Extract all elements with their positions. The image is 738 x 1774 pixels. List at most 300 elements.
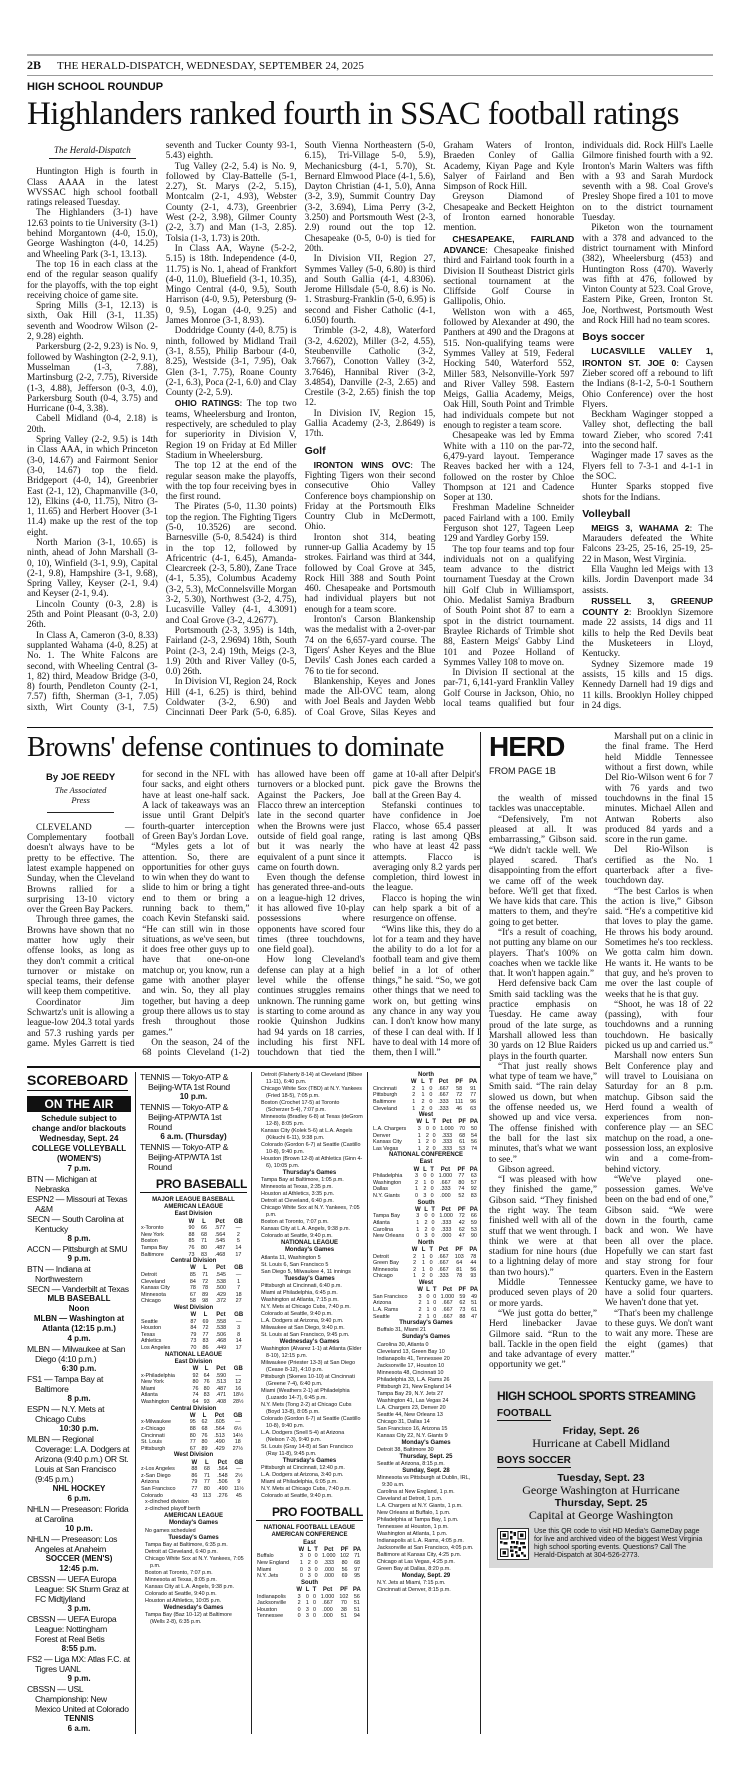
standings-header-row <box>372 1079 480 1086</box>
paragraph <box>605 1051 713 1175</box>
column-header: L <box>424 1206 428 1213</box>
standings-row <box>372 1213 480 1220</box>
listing-item: ESPN2 — Missouri at Texas A&M <box>27 1193 128 1214</box>
standings-cell: 54 <box>471 1132 477 1139</box>
column-header: GB <box>234 1459 244 1466</box>
standings-cell: 53 <box>459 1145 466 1152</box>
standings-cell: Minnesota <box>141 1291 166 1298</box>
standings-cell: 1.000 <box>320 1593 335 1600</box>
standings-cell: 73 <box>459 1306 466 1313</box>
standings-row <box>372 1267 480 1274</box>
game-line: Colorado (Gordon 6-7) at Seattle (Castillo 10-8), 9:40 p.m. <box>261 1141 361 1155</box>
standings-cell: 1 <box>422 1253 426 1260</box>
listing-heading: AMERICAN LEAGUE <box>163 1513 223 1520</box>
standings-row <box>140 1426 247 1433</box>
standings-cell: 1 <box>416 1220 420 1227</box>
standings-row <box>372 1233 480 1240</box>
game-line: New Orleans at Buffalo, 1 p.m. <box>377 1510 451 1517</box>
standings-cell: 16 <box>235 1385 242 1392</box>
game-line: Miami at Philadelphia, 6:05 p.m. <box>261 1479 338 1486</box>
paragraph <box>489 1175 597 1278</box>
game-line: San Francisco 16, Arizona 15 <box>377 1425 448 1432</box>
standings-cell: 2 <box>413 1266 417 1273</box>
subhead: Golf <box>304 444 326 457</box>
standings-table <box>372 1167 480 1200</box>
paragraph <box>443 234 574 308</box>
paragraph-text: Greyson Diamond of Chesapeake and Beckett Heighton of Ironton earned honorable mention. <box>443 192 575 234</box>
standings-cell: New England <box>257 1559 290 1566</box>
standings-table <box>140 1366 247 1406</box>
game-line: Colorado (Gordon 6-7) at Seattle (Castillo 10-8), 9:40 p.m. <box>261 1415 361 1429</box>
standings-cell: 0 <box>314 1559 318 1566</box>
standings-cell: 56 <box>471 1139 477 1146</box>
standings-cell: 80 <box>201 1439 208 1446</box>
paragraph <box>489 928 597 979</box>
standings-cell: Texas <box>141 1331 156 1338</box>
paragraph-text: Flacco is hoping the win can help spark a bit of a resurgence on offense. <box>372 893 480 925</box>
standings-row <box>372 1314 480 1321</box>
standings-cell: 64 <box>203 1372 210 1379</box>
game-line: Washington (Alvarez 1-1) at Atlanta (Elder 8-10), 12:15 p.m. <box>261 1345 362 1359</box>
column-header: GB <box>233 1366 243 1373</box>
game-line: Chicago at Las Vegas, 4:25 p.m. <box>377 1559 455 1566</box>
standings-cell: 80 <box>201 1244 208 1251</box>
standings-cell: .564 <box>214 1231 226 1238</box>
standings-cell: 7 <box>237 1285 241 1292</box>
standings-cell: Atlanta <box>141 1392 158 1399</box>
listing-heading: AMERICAN CONFERENCE <box>271 1532 348 1539</box>
column-header: Pct <box>324 1546 334 1553</box>
paragraph-text: Tug Valley (2-2, 5.4) is No. 9, followed by Clay-Battelle (5-1, 2.27), St. Marys (2-2, 5.15), Montcalm (2-1, 4.93), Webster County (2-1, 4.73), Greenbrier West (2-2, 3.98), Gilmer County (2-2, 3.7) and Man (1-3, 2.85). Tolsia (1-3, 1.73) is 20th. <box>165 161 297 244</box>
column-header <box>140 1219 185 1226</box>
listing-item: SECN — South Carolina at Kentucky <box>27 1213 124 1234</box>
paragraph-lead: IRONTON WINS OVC <box>313 459 411 470</box>
page-number: 2B <box>27 58 42 72</box>
standings-row <box>372 1227 480 1234</box>
paragraph <box>582 451 713 482</box>
standings-table <box>372 1119 480 1152</box>
standings-cell: 0 <box>307 1553 311 1560</box>
game-line: Houston at Athletics, 10:05 p.m. <box>145 1597 222 1604</box>
paragraph-text: : The Fighting Tigers won their second consecutive Ohio Valley Conference boys championship on Friday at the Portsmouth Elks Country Club in McDermott, Ohio. <box>304 460 436 533</box>
column-header: Pct <box>442 1119 452 1126</box>
column-header: L <box>421 1079 425 1086</box>
column-header: GB <box>234 1265 244 1272</box>
standings-cell: 1 <box>412 1105 416 1112</box>
standings-row <box>256 1600 363 1607</box>
standings-cell: 38 <box>340 1606 347 1613</box>
standings-cell: 83 <box>470 1193 477 1200</box>
standings-cell: — <box>235 1271 242 1278</box>
herd-body <box>489 732 713 1371</box>
standings-header-row <box>372 1167 480 1174</box>
listing-heading: West <box>418 1280 434 1286</box>
column-header: W <box>190 1312 197 1319</box>
listing-heading: Sunday's Games <box>401 1334 451 1341</box>
game-line: L.A. Dodgers at Arizona, 9:40 p.m. <box>261 1317 344 1324</box>
column-header: W <box>192 1366 199 1373</box>
section-divider <box>27 727 713 729</box>
column-header <box>372 1079 408 1086</box>
soccer-label: BOYS SOCCER <box>497 1454 571 1466</box>
standings-cell: 0 <box>429 1260 433 1267</box>
soccer-game-2: Capital at George Washington <box>528 1507 674 1522</box>
standings-cell: .667 <box>438 1260 449 1267</box>
standings-cell: Dallas <box>373 1186 388 1193</box>
paragraph <box>166 502 297 626</box>
standings-cell: 0 <box>429 1273 433 1280</box>
standings-cell: 57 <box>470 1179 477 1186</box>
standings-cell: Cleveland <box>373 1105 397 1112</box>
standings-cell: 0 <box>430 1193 434 1200</box>
paragraph-text: : The top two teams, Wheelersburg and Ironton, respectively, are scheduled to play for superiority in Division V, Region 19 on Friday at Ed Miller Stadium in Wheelersburg. <box>165 399 297 461</box>
standings-cell: z-Los Angeles <box>141 1466 175 1473</box>
paragraph-text: Middle Tennessee produced seven plays of 20 or more yards. <box>489 1278 597 1309</box>
game-line: Carolina 30, Atlanta 0 <box>377 1341 429 1348</box>
standings-cell: 2 <box>412 1085 416 1092</box>
game-line: Seattle at Arizona, 8:15 p.m. <box>377 1460 445 1467</box>
game-line: Tampa Bay (Baz 10-12) at Baltimore (Wells 2-8), 6:35 p.m. <box>145 1611 232 1625</box>
standings-cell: .471 <box>215 1392 227 1399</box>
standings-cell: 0 <box>429 1098 433 1105</box>
standings-cell: Jacksonville <box>257 1600 287 1607</box>
standings-cell: 0 <box>314 1566 318 1573</box>
standings-cell: .000 <box>440 1233 452 1240</box>
standings-cell: 51 <box>353 1600 360 1607</box>
standings-table <box>256 1547 363 1580</box>
column-header: Pct <box>216 1366 226 1373</box>
column-header: T <box>429 1247 433 1254</box>
standings-table <box>140 1460 247 1500</box>
listing-heading: 10 p.m. <box>179 1091 208 1101</box>
standings-cell: 58 <box>456 1085 463 1092</box>
standings-cell: 1 <box>421 1085 425 1092</box>
paragraph <box>27 208 158 259</box>
standings-cell: 62 <box>201 1419 208 1426</box>
paragraph-lead: CHESAPEAKE, FAIRLAND ADVANCE <box>443 233 575 255</box>
standings-cell: 0 <box>429 1085 433 1092</box>
game-line: Minnesota at Texas, 8:05 p.m. <box>145 1576 217 1583</box>
column-header: L <box>426 1287 430 1294</box>
game-line: Chicago White Sox (TBD) at N.Y. Yankees (Fried 18-5), 7:05 p.m. <box>261 1085 362 1099</box>
byline <box>27 770 134 813</box>
standings-row <box>256 1573 363 1580</box>
standings-row <box>372 1260 480 1267</box>
standings-cell: 83 <box>203 1392 210 1399</box>
standings-row <box>372 1300 480 1307</box>
listing-heading: 8:55 p.m. <box>61 1643 97 1653</box>
game-line: Carolina at New England, 1 p.m. <box>377 1489 455 1496</box>
paragraph <box>489 1165 597 1175</box>
standings-row <box>372 1193 480 1200</box>
standings-cell: 1.000 <box>440 1293 455 1300</box>
standings-cell: 3 <box>417 1125 421 1132</box>
game-line: Washington at Atlanta, 7:15 p.m. <box>261 1296 339 1303</box>
standings-row <box>140 1338 247 1345</box>
standings-cell: .487 <box>215 1385 227 1392</box>
listing-heading: East Division <box>174 1358 213 1365</box>
standings-cell: 2 <box>418 1300 422 1307</box>
standings-cell: .667 <box>438 1266 449 1273</box>
standings-cell: Los Angeles <box>141 1345 171 1352</box>
column-header: PA <box>470 1287 479 1294</box>
standings-row <box>140 1272 247 1279</box>
standings-cell: 72 <box>456 1092 463 1099</box>
standings-cell: 77 <box>470 1092 477 1099</box>
paragraph-text: Gibson agreed. <box>498 1164 555 1175</box>
listing-heading: 4 p.m. <box>67 1333 91 1343</box>
paragraph <box>166 461 297 502</box>
listing-heading: 9 p.m. <box>67 1673 91 1683</box>
standings-cell: 14 <box>235 1338 242 1345</box>
column-header <box>256 1587 294 1594</box>
game-line: Minnesota vs Pittsburgh at Dublin, IRL, 9:30 a.m. <box>377 1475 471 1489</box>
standings-cell: 83 <box>202 1338 209 1345</box>
qr-code-icon[interactable] <box>497 1528 529 1560</box>
standings-cell: 90 <box>188 1225 195 1232</box>
standings-cell: 0 <box>312 1600 316 1607</box>
paragraph <box>489 1062 597 1165</box>
standings-cell: .490 <box>214 1439 225 1446</box>
standings-cell: 14½ <box>232 1432 244 1439</box>
standings-cell: 68 <box>354 1559 361 1566</box>
lower-section <box>27 732 713 1734</box>
standings-cell: 103 <box>454 1253 464 1260</box>
game-line: Milwaukee at San Diego, 9:40 p.m. <box>261 1324 345 1331</box>
paragraph-text: In Division VI, Region 24, Rock Hill (4-1, 6.25) is third, behind Coldwater (3-2, 6.90) and Cincinnati Deer Park (5-0, 6.85). South Vienna Northeastern (5-0, 6.15), Tri-Village 5-0, 5.9), Mechanicsburg (4-1, 5.70), St. Bernard Elmwood Place (4-1, 5.6), Dayton Christian (4-1, 5.0), Anna (3-2, 3.9), Summit Country Day (3-2, 3.694), Lima Perry (3-2, 3.250) and Portsmouth West (2-3, 2.9) round out the top 12. Chesapeake (0-5, 0-0) is tied for 20th. <box>165 141 436 719</box>
standings-row <box>256 1560 363 1567</box>
paragraph <box>443 431 574 503</box>
standings-cell: 78 <box>189 1285 196 1292</box>
standings-cell: 73 <box>188 1251 195 1258</box>
standings-row <box>140 1493 247 1500</box>
football-game: Hurricane at Cabell Midland <box>532 1435 670 1450</box>
game-line: Detroit at Cleveland, 6:40 p.m. <box>261 1198 334 1205</box>
column-header: PA <box>469 1206 478 1213</box>
paragraph-text: Chesapeake was led by Emma White with a 110 on the par-72, 6,479-yard layout. Temperance Reaves backed her with a 124, followed on the roster by Chloe Thompson at 121 and Cadence Soper at 130. <box>443 431 575 504</box>
game-line: Atlanta 11, Washington 5 <box>261 1254 321 1261</box>
column-header: T <box>430 1166 434 1173</box>
listing-heading: Monday's Games <box>401 1439 451 1446</box>
paragraph-text: Cabell Midland (0-4, 2.18) is 20th. <box>27 414 158 435</box>
listing-heading: MLB BASEBALL <box>47 1293 111 1303</box>
standings-row <box>256 1567 363 1574</box>
standings-row <box>140 1232 247 1239</box>
standings-cell: — <box>235 1372 241 1379</box>
subhead: Volleyball <box>582 507 631 520</box>
standings-cell: 70 <box>340 1600 347 1607</box>
standings-cell: .506 <box>217 1479 228 1486</box>
paragraph-text: Doddridge County (4-0, 8.75) is ninth, followed by Midland Trail (3-1, 8.55), Philip Barbour (4-0, 8.25), Westside (3-1, 7.95), Oak Glen (3-1, 7.75), Roane County (2-1, 6.3), Poca (2-1, 6.0) and Clay County (2-2, 5.9). <box>165 326 297 399</box>
game-line: Green Bay at Dallas, 8:20 p.m. <box>377 1566 451 1573</box>
game-line: Washington at Atlanta, 1 p.m. <box>377 1531 448 1538</box>
herd-headline: HERD <box>489 731 565 763</box>
standings-cell: Miami <box>141 1385 156 1392</box>
game-line: Colorado at Seattle, 9:40 p.m. <box>261 1310 333 1317</box>
standings-cell: 80 <box>458 1179 465 1186</box>
listing-item: ACCN — Pittsburgh at SMU <box>27 1243 128 1254</box>
standings-table <box>372 1287 480 1320</box>
standings-cell: 84 <box>190 1325 197 1332</box>
paragraph-text: Spring Valley (2-2, 9.5) is 14th in Class AAA, in which Princeton (3-0, 14.67) and Fairmont Senior (3-0, 14.67) top the field. Bridgeport (4-0, 14), Greenbrier East (2-1, 12), Chapmanville (3-0, 12), Elkins (4-0, 11.75), Nitro (3-1, 11.65) and Herbert Hoover (3-1 11.4) make up the rest of the top eight. <box>27 435 158 538</box>
standings-cell: 88 <box>459 1313 466 1320</box>
standings-cell: .590 <box>215 1372 227 1379</box>
game-line: L.A. Dodgers at Arizona, 3:40 p.m. <box>261 1472 344 1479</box>
paragraph-text: “I was pleased with how they finished the game,” Gibson said. “They finished the right way. The team finished well with all of the stuff that we went through. I think we were at that stadium for nine hours (due to a lightning delay of more than two hours).” <box>489 1175 597 1278</box>
standings-cell: 1 <box>412 1098 416 1105</box>
listing-heading: East Division <box>174 1211 213 1218</box>
standings-cell: .468 <box>214 1251 226 1258</box>
standings-cell: 49 <box>471 1293 478 1300</box>
paragraph <box>373 801 480 894</box>
game-line: Chicago 31, Dallas 14 <box>377 1418 430 1425</box>
game-line: Pittsburgh at Cincinnati, 12:40 p.m. <box>261 1465 345 1472</box>
standings-cell: 80 <box>189 1432 196 1439</box>
standings-cell: 18 <box>235 1291 242 1298</box>
standings-cell: 2 <box>424 1226 428 1233</box>
standings-cell: Cincinnati <box>373 1085 397 1092</box>
standings-cell: 83 <box>201 1251 208 1258</box>
standings-header-row <box>372 1207 480 1214</box>
standings-cell: 0 <box>429 1253 433 1260</box>
standings-cell: 63 <box>470 1173 477 1180</box>
standings-row <box>372 1092 480 1099</box>
standings-row <box>140 1379 247 1386</box>
standings-table <box>140 1265 247 1305</box>
standings-cell: 17 <box>235 1345 242 1352</box>
standings-cell: 1 <box>422 1266 426 1273</box>
listing-heading: West Division <box>173 1304 214 1311</box>
standings-row <box>372 1294 480 1301</box>
standings-cell: 1 <box>414 1186 418 1193</box>
standings-cell: 76 <box>201 1432 208 1439</box>
standings-cell: .333 <box>438 1105 449 1112</box>
standings-cell: 1 <box>421 1092 425 1099</box>
paragraph-text: “The best Carlos is when the action is live,” Gibson said. “He's a competitive kid that loves to play the game. He throws his body around. Sometimes he's too reckless. We gotta calm him down. He wants it. He wants to be that guy, and he's proven to me over the last couple of weeks that he is that guy. <box>605 886 713 1000</box>
standings-cell: .558 <box>215 1318 227 1325</box>
column-header: Pct <box>438 1079 449 1086</box>
standings-row <box>372 1180 480 1187</box>
game-line: Pittsburgh at Cincinnati, 6:40 p.m. <box>261 1282 342 1289</box>
standings-cell: 0 <box>312 1606 316 1613</box>
listing-item: MLBN — Milwaukee at San Diego (4:10 p.m.) <box>27 1343 126 1364</box>
standings-cell: 2 <box>413 1253 417 1260</box>
column-header: L <box>203 1312 208 1319</box>
paragraph-text: Blankenship, Keyes and Jones made the All-OVC team, along with Joel Beals and Jayden Webb of Coal Grove, Silas Keyes and Graham Waters of Ironton, Braeden Conley of Gallia Academy, Kiyan Page and Kyle Salyer of Fairland and Ben Simpson of Rock Hill. <box>304 141 575 718</box>
column-header: T <box>429 1079 433 1086</box>
paragraph <box>605 1000 713 1051</box>
column-header: PF <box>455 1079 464 1086</box>
column-header: L <box>202 1218 206 1225</box>
paragraph-text: Huntington High is fourth in Class AAAA in the latest WVSSAC high school football ratings released Tuesday. <box>27 167 158 209</box>
paragraph <box>605 887 713 1000</box>
standings-row <box>140 1332 247 1339</box>
standings-cell: 0 <box>314 1553 318 1560</box>
paragraph <box>166 626 297 677</box>
standings-cell: 62 <box>459 1300 466 1307</box>
paragraph-text: Through three games, the Browns have shown that no matter how ugly their offense looks, as long as they don't commit a critical turnover or mistake on special teams, their defense will keep them competitive. <box>27 915 135 998</box>
column-header: PF <box>455 1247 464 1254</box>
column-header: PA <box>469 1166 478 1173</box>
standings-cell: 113 <box>202 1492 212 1499</box>
standings-row <box>372 1273 480 1280</box>
soccer-date-2: Thursday, Sept. 25 <box>554 1496 648 1509</box>
listing-heading: 6 a.m. <box>67 1723 91 1733</box>
standings-cell: 2 <box>412 1092 416 1099</box>
standings-cell: 80 <box>341 1559 348 1566</box>
standings-cell: 78 <box>456 1273 463 1280</box>
standings-cell: z-Chicago <box>141 1426 166 1432</box>
paragraph-text: “Myles gets a lot of attention. So, there are opportunities for other guys to win when they do want to slide to him or bring a tight end to them or bring a running back to them,” coach Kevin Stefanski said. “He can still win in those situations, as we've seen, but it does free other guys up to have that one-on-one matchup or, you know, run a game with another player and win. So, they all play together, but having a deep group there allows us to stay fresh throughout those games.” <box>142 842 250 1038</box>
standings-cell: 2 <box>425 1145 429 1152</box>
standings-cell: Tampa Bay <box>141 1244 168 1251</box>
paragraph <box>489 1278 597 1309</box>
standings-cell: 3 <box>423 1193 427 1200</box>
standings-cell: 111 <box>455 1098 464 1105</box>
listing-heading: 8 p.m. <box>67 1393 91 1403</box>
standings-header-row <box>140 1413 247 1420</box>
standings-cell: 102 <box>340 1553 350 1560</box>
standings-cell: 0 <box>433 1293 437 1300</box>
standings-cell: 95 <box>189 1419 196 1426</box>
listing-heading: East <box>419 1159 433 1166</box>
listing-heading: Schedule subject to change and/or blackouts <box>31 1113 127 1133</box>
on-the-air-banner <box>27 1096 131 1112</box>
paragraph <box>27 260 158 301</box>
browns-body <box>27 770 480 1058</box>
standings-cell: .000 <box>440 1193 451 1200</box>
standings-cell: 67 <box>189 1445 196 1452</box>
standings-cell: 1.000 <box>440 1125 454 1132</box>
scoreboard-col-4 <box>367 1072 480 1734</box>
paragraph-lead: RUSSELL 3, GREENUP COUNTY 2 <box>582 595 713 618</box>
standings-cell: 74 <box>458 1186 465 1193</box>
standings-row <box>140 1245 247 1252</box>
standings-row <box>372 1186 480 1193</box>
listing-heading: South <box>417 1199 435 1206</box>
standings-cell: 53 <box>470 1226 477 1233</box>
listing-heading: 10:30 p.m. <box>59 1423 99 1433</box>
column-header <box>372 1287 415 1294</box>
column-header: PF <box>457 1206 466 1213</box>
section-header: PRO FOOTBALL <box>256 1505 363 1521</box>
standings-row <box>140 1373 247 1380</box>
standings-cell: .506 <box>215 1331 227 1338</box>
column-header: GB <box>233 1412 243 1419</box>
standings-cell: 3 <box>307 1566 311 1573</box>
column-header: W <box>413 1166 420 1173</box>
listing-heading: NATIONAL LEAGUE <box>280 1240 339 1247</box>
standings-cell: 1 <box>305 1600 309 1607</box>
standings-cell: Atlanta <box>373 1220 390 1227</box>
standings-cell: 12 <box>235 1379 242 1386</box>
standings-cell: 77 <box>189 1439 196 1446</box>
standings-cell: 52 <box>458 1193 465 1200</box>
listing-heading: West <box>418 1112 434 1119</box>
standings-row <box>140 1419 247 1426</box>
standings-cell: Detroit <box>373 1253 389 1260</box>
paragraph-text: Stefanski continues to have confidence in Joe Flacco, whose 65.4 passer rating is last among QBs who have at least 42 pass attempts. Flacco is averaging only 8.2 yards per completion, third lowest in the league. <box>372 801 480 894</box>
paragraph-text: Sydney Sizemore made 19 assists, 15 kills and 15 digs. Kennedy Darnell had 19 digs and 11 kills. Brooklyn Holley chipped in 24 digs. <box>582 659 713 711</box>
column-header <box>372 1247 409 1254</box>
column-header: PA <box>353 1546 362 1553</box>
standings-cell: 76 <box>192 1385 199 1392</box>
scoreboard-col-3 <box>251 1072 363 1734</box>
game-line: St. Louis 6, San Francisco 5 <box>261 1261 329 1268</box>
column-header: W <box>410 1079 417 1086</box>
standings-cell: Chicago <box>141 1298 161 1305</box>
paragraph-text: The Pirates (5-0, 11.30 points) top the region. The Fighting Tigers (5-0, 10.3526) are second. Barnesville (5-0, 8.5424) is third in the top 12, followed by Africentric (4-1, 6.45), Amanda-Clearcreek (2-3, 5.80), Zane Trace (4-1, 5.35), Columbus Academy (3-2, 5.3), McConnelsville Morgan 3-2, 5.30), Northwest (3-2, 4.75), Lucasville Valley (4-1, 4.3091) and Coal Grove (3-2, 4.2677). <box>165 502 297 626</box>
